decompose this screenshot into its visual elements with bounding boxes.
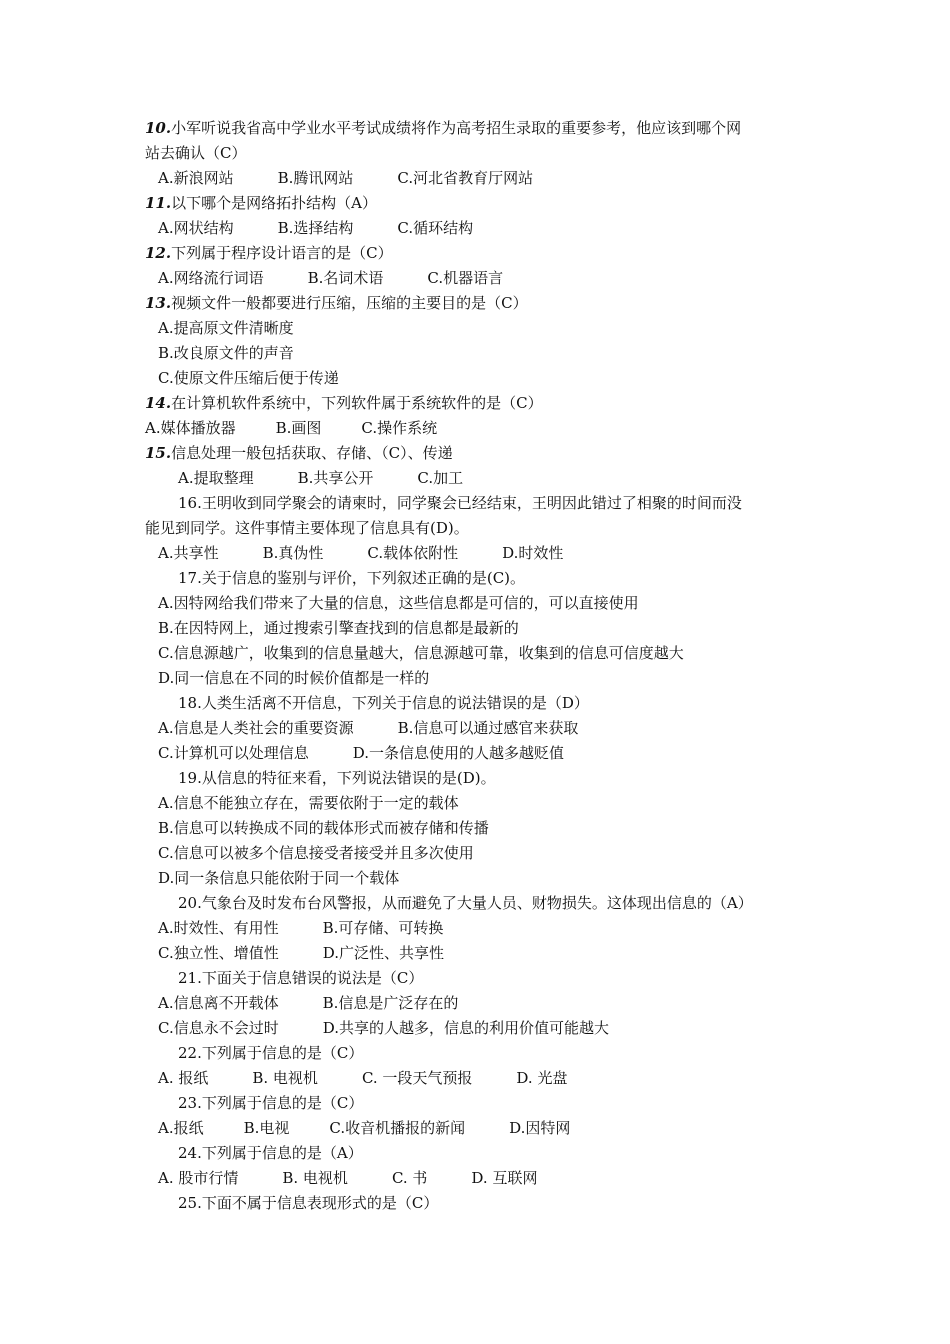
- question-19-option-a: [158, 793, 459, 813]
- question-14-options: [145, 418, 437, 438]
- question-17-option-d: [158, 668, 429, 688]
- option-c: C.计算机可以处理信息: [158, 744, 309, 762]
- option-c: C. 一段天气预报: [361, 1069, 473, 1087]
- option-c: C.信息可以被多个信息接受者接受并且多次使用: [158, 844, 474, 862]
- option-b: B.名词术语: [307, 269, 384, 287]
- question-15: [145, 443, 453, 463]
- option-a: A. 报纸: [158, 1069, 209, 1087]
- question-13-option-a: [158, 318, 294, 338]
- option-a: A.报纸: [158, 1119, 204, 1137]
- option-c: C.信息源越广，收集到的信息量越大，信息源越可靠，收集到的信息可信度越大: [158, 644, 684, 662]
- question-number: 10.: [145, 119, 172, 137]
- question-20-options-ab: [158, 918, 443, 938]
- option-c: C.载体依附性: [367, 544, 459, 562]
- question-number: 11.: [145, 194, 172, 212]
- option-c: C.加工: [417, 469, 464, 487]
- question-19-option-c: [158, 843, 474, 863]
- option-b: B.真伪性: [262, 544, 324, 562]
- question-24-options: [158, 1168, 537, 1188]
- question-24: [178, 1143, 363, 1163]
- option-c: C.独立性、增值性: [158, 944, 279, 962]
- option-c: C.河北省教育厅网站: [397, 169, 534, 187]
- question-text: 16.王明收到同学聚会的请柬时，同学聚会已经结束，王明因此错过了相聚的时间而没: [178, 494, 742, 512]
- question-19-option-b: [158, 818, 489, 838]
- option-a: A.共享性: [158, 544, 219, 562]
- option-b: B.画图: [275, 419, 322, 437]
- option-b: B.信息是广泛存在的: [322, 994, 459, 1012]
- question-16-options: [158, 543, 563, 563]
- question-17-option-c: [158, 643, 684, 663]
- question-17-option-a: [158, 593, 639, 613]
- question-text: 下列属于程序设计语言的是（C）: [171, 244, 393, 262]
- question-text: 站去确认（C）: [145, 144, 247, 162]
- option-d: D.广泛性、共享性: [322, 944, 444, 962]
- option-d: D.一条信息使用的人越多越贬值: [352, 744, 564, 762]
- question-20-options-cd: [158, 943, 444, 963]
- question-text: 小军听说我省高中学业水平考试成绩将作为高考招生录取的重要参考，他应该到哪个网: [171, 119, 742, 137]
- question-25: [178, 1193, 438, 1213]
- option-c: C.信息永不会过时: [158, 1019, 279, 1037]
- question-12-options: [158, 268, 503, 288]
- option-a: A.信息离不开载体: [158, 994, 279, 1012]
- question-23: [178, 1093, 363, 1113]
- question-text: 25.下面不属于信息表现形式的是（C）: [178, 1194, 439, 1212]
- question-10-options: [158, 168, 533, 188]
- question-text: 17.关于信息的鉴别与评价，下列叙述正确的是(C)。: [178, 569, 526, 587]
- question-text: 视频文件一般都要进行压缩，压缩的主要目的是（C）: [171, 294, 528, 312]
- option-d: D.同一信息在不同的时候价值都是一样的: [158, 669, 430, 687]
- question-15-options: [178, 468, 463, 488]
- question-13-option-b: [158, 343, 294, 363]
- question-13: [145, 293, 528, 313]
- option-a: A.媒体播放器: [145, 419, 236, 437]
- question-text: 21.下面关于信息错误的说法是（C）: [178, 969, 424, 987]
- question-23-options: [158, 1118, 570, 1138]
- option-a: A.网络流行词语: [158, 269, 264, 287]
- option-c: C.收音机播报的新闻: [329, 1119, 466, 1137]
- option-b: B. 电视机: [282, 1169, 348, 1187]
- question-text: 24.下列属于信息的是（A）: [178, 1144, 363, 1162]
- question-17: [178, 568, 525, 588]
- option-d: D.时效性: [502, 544, 564, 562]
- option-b: B.信息可以转换成不同的载体形式而被存储和传播: [158, 819, 489, 837]
- question-19-option-d: [158, 868, 399, 888]
- option-a: A.提高原文件清晰度: [158, 319, 294, 337]
- question-21-options-ab: [158, 993, 458, 1013]
- question-11-options: [158, 218, 473, 238]
- question-text: 20.气象台及时发布台风警报，从而避免了大量人员、财物损失。这体现出信息的（A）: [178, 894, 753, 912]
- option-d: D.共享的人越多，信息的利用价值可能越大: [322, 1019, 609, 1037]
- question-10: [145, 118, 741, 138]
- option-d: D. 光盘: [516, 1069, 568, 1087]
- option-a: A. 股市行情: [158, 1169, 239, 1187]
- option-d: D.同一条信息只能依附于同一个载体: [158, 869, 400, 887]
- question-21: [178, 968, 423, 988]
- option-b: B.改良原文件的声音: [158, 344, 294, 362]
- question-number: 15.: [145, 444, 172, 462]
- option-d: D. 互联网: [471, 1169, 538, 1187]
- question-text: 22.下列属于信息的是（C）: [178, 1044, 364, 1062]
- question-10-cont: [145, 143, 246, 163]
- question-18-options-ab: [158, 718, 578, 738]
- option-c: C.机器语言: [427, 269, 504, 287]
- option-b: B.共享公开: [297, 469, 374, 487]
- option-b: B.电视: [243, 1119, 290, 1137]
- question-number: 14.: [145, 394, 172, 412]
- option-c: C. 书: [391, 1169, 428, 1187]
- question-text: 19.从信息的特征来看，下列说法错误的是(D)。: [178, 769, 496, 787]
- question-12: [145, 243, 393, 263]
- option-a: A.时效性、有用性: [158, 919, 279, 937]
- question-13-option-c: [158, 368, 339, 388]
- question-18: [178, 693, 589, 713]
- option-c: C.使原文件压缩后便于传递: [158, 369, 339, 387]
- option-c: C.操作系统: [361, 419, 438, 437]
- question-19: [178, 768, 496, 788]
- question-16-cont: [145, 518, 469, 538]
- question-text: 以下哪个是网络拓扑结构（A）: [171, 194, 377, 212]
- question-number: 12.: [145, 244, 172, 262]
- question-22-options: [158, 1068, 567, 1088]
- option-d: D.因特网: [509, 1119, 571, 1137]
- question-21-options-cd: [158, 1018, 609, 1038]
- question-text: 在计算机软件系统中，下列软件属于系统软件的是（C）: [171, 394, 543, 412]
- option-b: B.可存储、可转换: [322, 919, 444, 937]
- question-17-option-b: [158, 618, 519, 638]
- option-a: A.信息是人类社会的重要资源: [158, 719, 354, 737]
- question-18-options-cd: [158, 743, 564, 763]
- question-14: [145, 393, 543, 413]
- question-20: [178, 893, 753, 913]
- question-16: [178, 493, 742, 513]
- option-b: B.选择结构: [277, 219, 354, 237]
- option-b: B.腾讯网站: [277, 169, 354, 187]
- option-a: A.信息不能独立存在，需要依附于一定的载体: [158, 794, 459, 812]
- option-b: B.在因特网上，通过搜索引擎查找到的信息都是最新的: [158, 619, 519, 637]
- question-text: 能见到同学。这件事情主要体现了信息具有(D)。: [145, 519, 469, 537]
- question-11: [145, 193, 377, 213]
- question-number: 13.: [145, 294, 172, 312]
- question-text: 23.下列属于信息的是（C）: [178, 1094, 364, 1112]
- option-c: C.循环结构: [397, 219, 474, 237]
- question-text: 信息处理一般包括获取、存储、（C）、传递: [171, 444, 453, 462]
- option-a: A.新浪网站: [158, 169, 234, 187]
- question-text: 18.人类生活离不开信息，下列关于信息的说法错误的是（D）: [178, 694, 589, 712]
- option-b: B.信息可以通过感官来获取: [397, 719, 579, 737]
- question-22: [178, 1043, 363, 1063]
- option-b: B. 电视机: [252, 1069, 318, 1087]
- option-a: A.因特网给我们带来了大量的信息，这些信息都是可信的，可以直接使用: [158, 594, 639, 612]
- option-a: A.网状结构: [158, 219, 234, 237]
- option-a: A.提取整理: [178, 469, 254, 487]
